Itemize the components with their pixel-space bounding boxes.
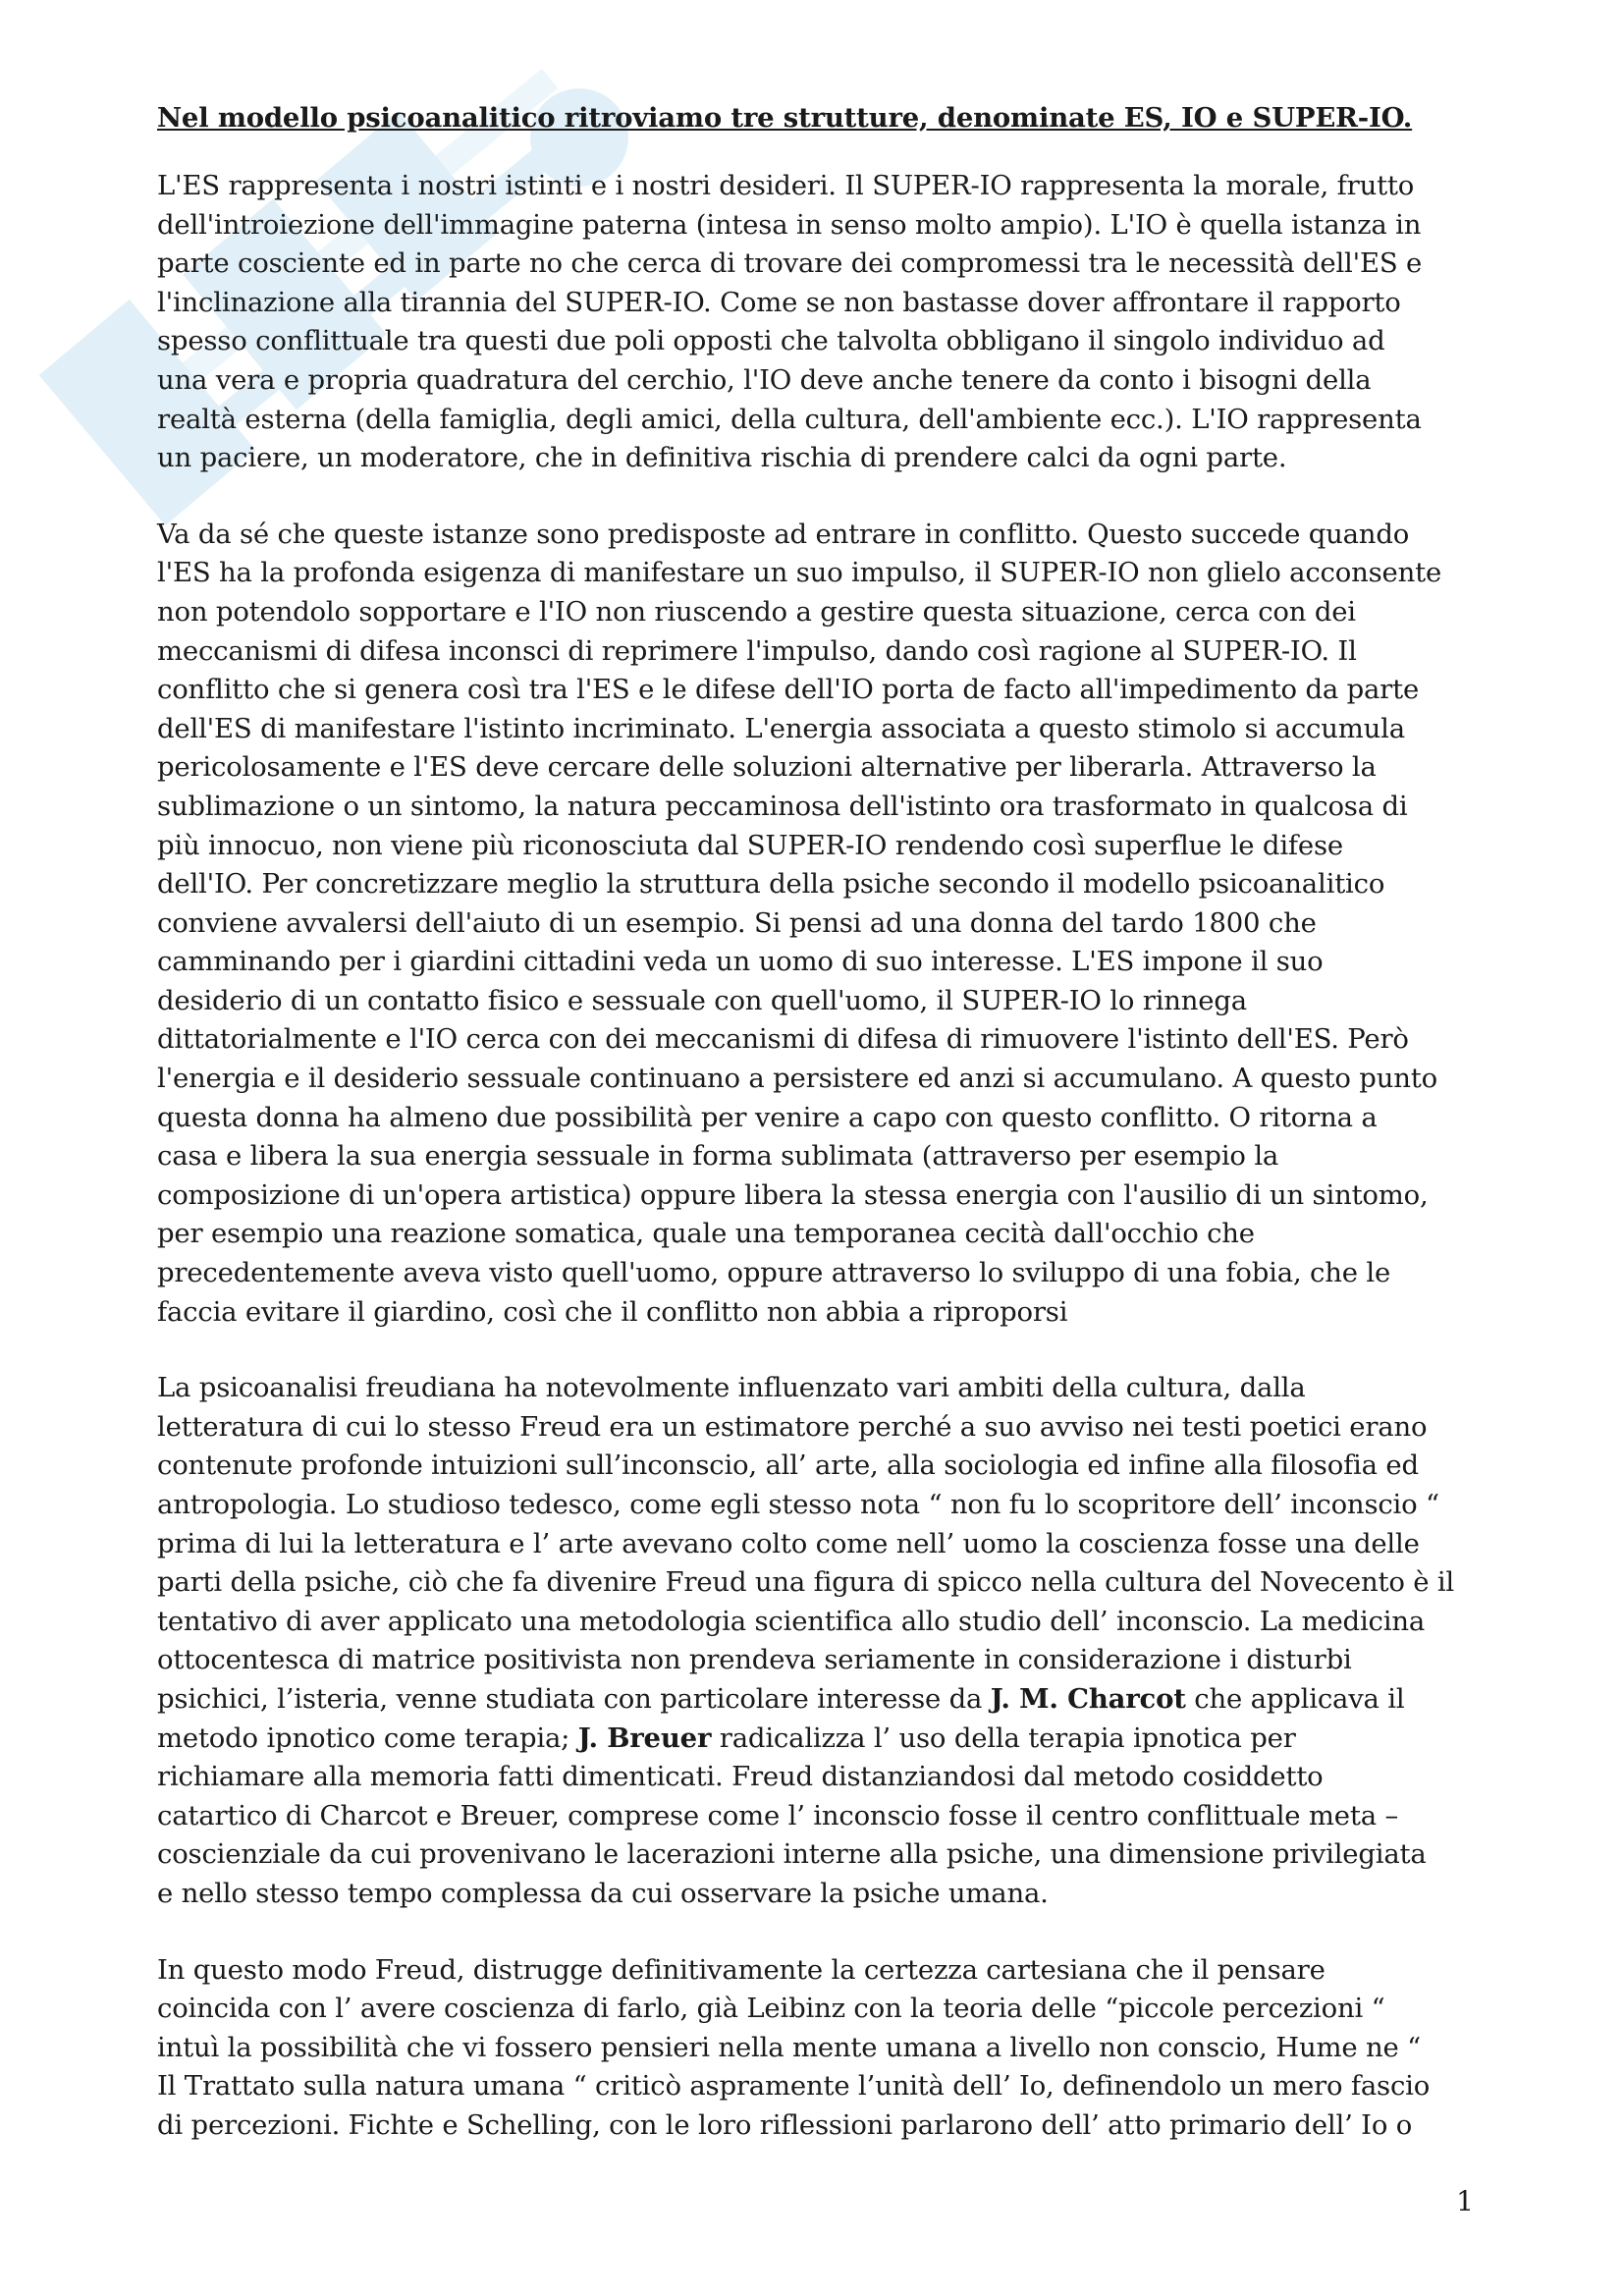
document-page xyxy=(157,98,1473,2183)
text-line: In questo modo Freud, distrugge definitivamente la certezza cartesiana che il pensare xyxy=(157,1953,1325,1986)
text-fragment: radicalizza l’ uso della terapia ipnotica per xyxy=(711,1722,1296,1754)
text-line: precedentemente aveva visto quell'uomo, oppure attraverso lo sviluppo di una fobia, che le xyxy=(157,1257,1391,1289)
text-line: una vera e propria quadratura del cerchio, l'IO deve anche tenere da conto i bisogni della xyxy=(157,363,1372,396)
paragraph-structures xyxy=(157,167,1473,478)
text-fragment: che applicava il xyxy=(1185,1682,1405,1715)
text-line: realtà esterna (della famiglia, degli amici, della cultura, dell'ambiente ecc.). L'IO rappresenta xyxy=(157,403,1422,435)
name-charcot: J. M. Charcot xyxy=(990,1682,1186,1715)
text-line: coincida con l’ avere coscienza di farlo, già Leibinz con la teoria delle “piccole percezioni “ xyxy=(157,1993,1385,2025)
text-line: ottocentesca di matrice positivista non prendeva seriamente in considerazione i disturbi xyxy=(157,1644,1352,1676)
text-line: composizione di un'opera artistica) oppure libera la stessa energia con l'ausilio di un sintomo, xyxy=(157,1178,1429,1211)
text-line-breuer xyxy=(157,1720,1473,1759)
text-line: faccia evitare il giardino, così che il conflitto non abbia a riproporsi xyxy=(157,1295,1068,1328)
text-line-charcot xyxy=(157,1680,1473,1720)
text-line: antropologia. Lo studioso tedesco, come egli stesso nota “ non fu lo scopritore dell’ inconscio “ xyxy=(157,1489,1439,1520)
text-line: letteratura di cui lo stesso Freud era un estimatore perché a suo avviso nei testi poetici erano xyxy=(157,1410,1428,1443)
text-line: L'ES rappresenta i nostri istinti e i nostri desideri. Il SUPER-IO rappresenta la morale, frutto xyxy=(157,170,1415,201)
text-line: Il Trattato sulla natura umana “ criticò aspramente l’unità dell’ Io, definendolo un mero fascio xyxy=(157,2070,1431,2103)
paragraph-freud-influence xyxy=(157,1369,1473,1913)
text-line: l'energia e il desiderio sessuale continuano a persistere ed anzi si accumulano. A questo punto xyxy=(157,1063,1437,1095)
text-line: meccanismi di difesa inconsci di reprimere l'impulso, dando così ragione al SUPER-IO. Il xyxy=(157,634,1357,667)
text-line: camminando per i giardini cittadini veda un uomo di suo interesse. L'ES impone il suo xyxy=(157,946,1324,978)
text-line: La psicoanalisi freudiana ha notevolmente influenzato vari ambiti della cultura, dalla xyxy=(157,1372,1306,1404)
text-line: Va da sé che queste istanze sono predisposte ad entrare in conflitto. Questo succede quando xyxy=(157,518,1410,550)
text-line: un paciere, un moderatore, che in definitiva rischia di prendere calci da ogni parte. xyxy=(157,442,1287,474)
text-line: parte cosciente ed in parte no che cerca di trovare dei compromessi tra le necessità dell'ES e xyxy=(157,247,1423,280)
text-line: dell'ES di manifestare l'istinto incriminato. L'energia associata a questo stimolo si accumula xyxy=(157,712,1405,744)
text-line: l'ES ha la profonda esigenza di manifestare un suo impulso, il SUPER-IO non glielo acconsente xyxy=(157,557,1442,589)
text-line: e nello stesso tempo complessa da cui osservare la psiche umana. xyxy=(157,1877,1049,1909)
paragraph-cartesian xyxy=(157,1951,1473,2146)
text-line: non potendolo sopportare e l'IO non riuscendo a gestire questa situazione, cerca con dei xyxy=(157,595,1356,628)
text-line: intuì la possibilità che vi fossero pensieri nella mente umana a livello non conscio, Hume ne “ xyxy=(157,2031,1422,2063)
text-line: catartico di Charcot e Breuer, comprese come l’ inconscio fosse il centro conflittuale meta – xyxy=(157,1799,1398,1831)
paragraph-conflict xyxy=(157,516,1473,1332)
text-line: parti della psiche, ciò che fa divenire Freud una figura di spicco nella cultura del Novecento è il xyxy=(157,1566,1455,1599)
text-line: prima di lui la letteratura e l’ arte avevano colto come nell’ uomo la coscienza fosse una delle xyxy=(157,1527,1420,1559)
text-line: contenute profonde intuizioni sull’inconscio, all’ arte, alla sociologia ed infine alla filosofia ed xyxy=(157,1449,1419,1482)
text-line: casa e libera la sua energia sessuale in forma sublimata (attraverso per esempio la xyxy=(157,1140,1279,1173)
page-number: 1 xyxy=(1456,2185,1474,2217)
text-line: coscienziale da cui provenivano le lacerazioni interne alla psiche, una dimensione privilegiata xyxy=(157,1838,1427,1871)
text-line: sublimazione o un sintomo, la natura peccaminosa dell'istinto ora trasformato in qualcosa di xyxy=(157,790,1408,822)
text-line: più innocuo, non viene più riconosciuta dal SUPER-IO rendendo così superflue le difese xyxy=(157,829,1343,861)
text-fragment: metodo ipnotico come terapia; xyxy=(157,1722,578,1754)
text-line: di percezioni. Fichte e Schelling, con le loro riflessioni parlarono dell’ atto primario dell’ Io o xyxy=(157,2108,1413,2141)
text-line: l'inclinazione alla tirannia del SUPER-IO. Come se non bastasse dover affrontare il rapporto xyxy=(157,286,1401,318)
text-fragment: psichici, l’isteria, venne studiata con particolare interesse da xyxy=(157,1682,991,1715)
text-line: dell'introiezione dell'immagine paterna (intesa in senso molto ampio). L'IO è quella istanza in xyxy=(157,208,1422,241)
section-heading: Nel modello psicoanalitico ritroviamo tre strutture, denominate ES, IO e SUPER-IO. xyxy=(157,102,1413,134)
text-line: dittatorialmente e l'IO cerca con dei meccanismi di difesa di rimuovere l'istinto dell'ES. Però xyxy=(157,1023,1409,1056)
text-line: pericolosamente e l'ES deve cercare delle soluzioni alternative per liberarla. Attraverso la xyxy=(157,751,1377,784)
text-line: desiderio di un contatto fisico e sessuale con quell'uomo, il SUPER-IO lo rinnega xyxy=(157,984,1247,1016)
text-line: conflitto che si genera così tra l'ES e le difese dell'IO porta de facto all'impedimento da parte xyxy=(157,674,1420,706)
text-line: dell'IO. Per concretizzare meglio la struttura della psiche secondo il modello psicoanalitico xyxy=(157,868,1385,901)
text-line: per esempio una reazione somatica, quale una temporanea cecità dall'occhio che xyxy=(157,1218,1255,1250)
text-line: conviene avvalersi dell'aiuto di un esempio. Si pensi ad una donna del tardo 1800 che xyxy=(157,906,1317,939)
text-line: spesso conflittuale tra questi due poli opposti che talvolta obbligano il singolo individuo ad xyxy=(157,325,1385,357)
name-breuer: J. Breuer xyxy=(577,1722,712,1754)
text-line: tentativo di aver applicato una metodologia scientifica allo studio dell’ inconscio. La medicina xyxy=(157,1605,1426,1637)
text-line: richiamare alla memoria fatti dimenticati. Freud distanziandosi dal metodo cosiddetto xyxy=(157,1761,1324,1793)
text-line: questa donna ha almeno due possibilità per venire a capo con questo conflitto. O ritorna a xyxy=(157,1101,1378,1133)
